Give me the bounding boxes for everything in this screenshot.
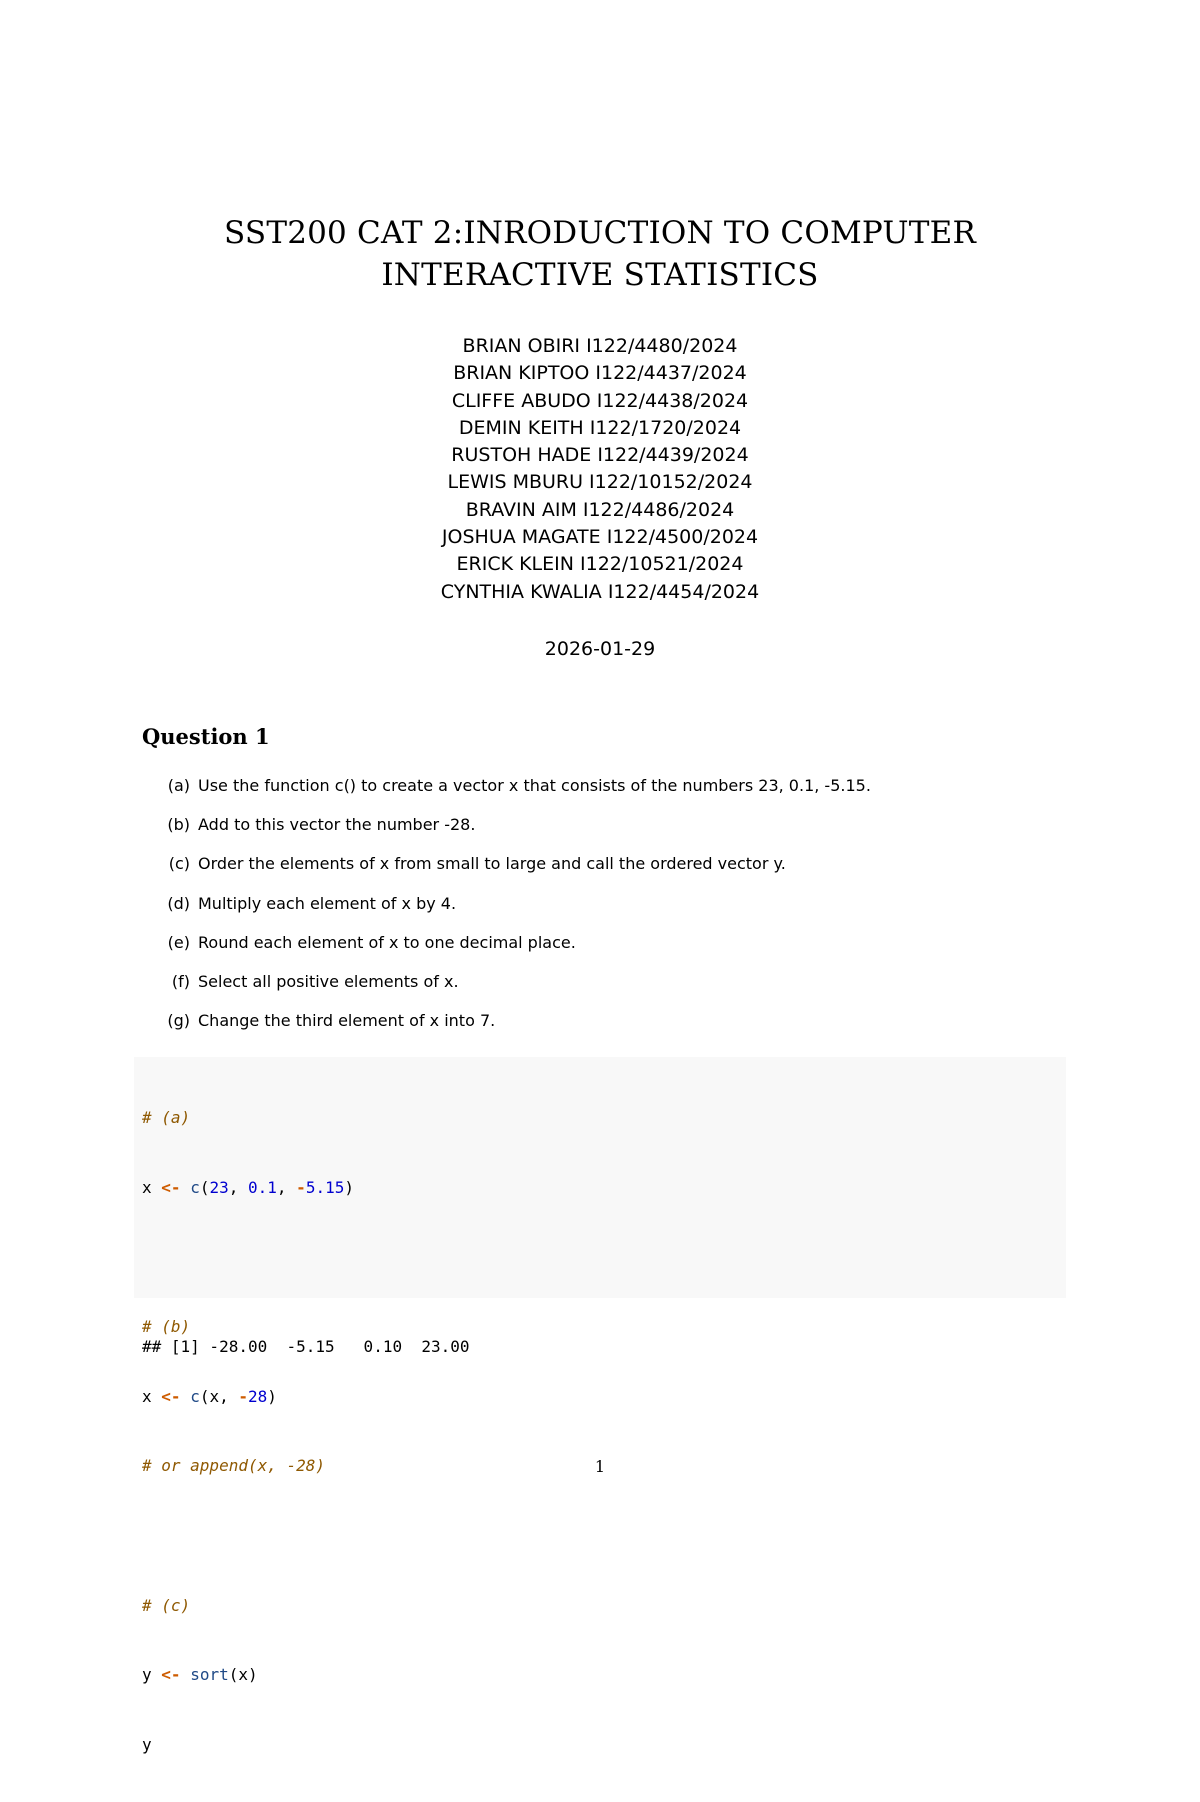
author-line: RUSTOH HADE I122/4439/2024	[451, 444, 749, 467]
code-comment: # (a)	[142, 1108, 191, 1128]
author-list	[0, 333, 1200, 606]
code-function: sort	[190, 1665, 229, 1685]
question-text: Round each element of x to one decimal place.	[198, 932, 576, 952]
question-text: Change the third element of x into 7.	[198, 1011, 496, 1031]
code-blank-line	[142, 1524, 354, 1547]
code-number: 28	[248, 1386, 268, 1406]
code-token: x	[142, 1386, 152, 1406]
question-text: Use the function c() to create a vector x that consists of the numbers 23, 0.1, -5.15.	[198, 776, 871, 795]
code-block	[142, 1060, 354, 1802]
code-token: y	[142, 1734, 152, 1754]
code-line	[142, 1733, 354, 1756]
author-line: JOSHUA MAGATE I122/4500/2024	[441, 526, 759, 549]
question-text: Multiply each element of x by 4.	[198, 893, 457, 913]
question-heading: Question 1	[142, 724, 270, 749]
code-token: x	[238, 1665, 248, 1685]
question-list	[150, 773, 1100, 1047]
question-label: (f)	[171, 971, 190, 991]
code-number: 0.1	[248, 1178, 277, 1197]
document-date: 2026-01-29	[544, 638, 656, 660]
title-line-1: SST200 CAT 2:INRODUCTION TO COMPUTER	[224, 215, 976, 251]
code-token: y	[142, 1665, 152, 1685]
question-label: (b)	[167, 815, 190, 835]
code-function: c	[190, 1178, 200, 1197]
question-text: Select all positive elements of x.	[198, 971, 459, 991]
code-token: x	[142, 1178, 152, 1197]
question-text: Order the elements of x from small to large and call the ordered vector y.	[198, 854, 786, 874]
code-operator: -	[296, 1178, 306, 1197]
code-line	[142, 1594, 354, 1617]
question-item	[150, 969, 1100, 1008]
code-output: ## [1] -28.00 -5.15 0.10 23.00	[142, 1337, 470, 1356]
question-label: (e)	[167, 932, 190, 952]
code-line	[142, 1106, 354, 1129]
question-text: Add to this vector the number -28.	[198, 815, 476, 835]
code-operator: <-	[161, 1386, 181, 1406]
code-number: 5.15	[305, 1178, 345, 1197]
code-function: c	[190, 1386, 200, 1406]
code-number: 23	[209, 1178, 229, 1197]
question-item	[150, 1008, 1100, 1047]
author-line: LEWIS MBURU I122/10152/2024	[447, 471, 753, 494]
code-comment: # (c)	[142, 1595, 191, 1615]
author-line: CLIFFE ABUDO I122/4438/2024	[451, 389, 749, 412]
document-title	[0, 212, 1200, 296]
author-line: BRAVIN AIM I122/4486/2024	[465, 498, 735, 521]
code-operator: <-	[161, 1665, 181, 1685]
code-operator: <-	[161, 1178, 181, 1197]
code-comment: # (b)	[142, 1317, 191, 1337]
page-number: 1	[594, 1457, 606, 1476]
author-line: DEMIN KEITH I122/1720/2024	[458, 416, 742, 439]
question-item	[150, 773, 1100, 812]
question-item	[150, 930, 1100, 969]
question-item	[150, 812, 1100, 851]
author-line: BRIAN KIPTOO I122/4437/2024	[453, 362, 747, 385]
question-label: (g)	[167, 1011, 190, 1031]
title-line-2: INTERACTIVE STATISTICS	[381, 257, 819, 293]
author-line: ERICK KLEIN I122/10521/2024	[456, 553, 744, 576]
code-comment: # or append(x, -28)	[142, 1456, 326, 1476]
code-token: x	[209, 1386, 220, 1406]
question-label: (a)	[167, 776, 190, 795]
question-item	[150, 851, 1100, 890]
author-line: CYNTHIA KWALIA I122/4454/2024	[440, 580, 760, 603]
code-line: y <- sort(x)	[142, 1665, 258, 1685]
question-item	[150, 891, 1100, 930]
question-label: (c)	[168, 854, 190, 874]
code-line: x <- c(23, 0.1, -5.15)	[142, 1178, 354, 1197]
code-line: x <- c(x, -28)	[142, 1386, 277, 1406]
question-label: (d)	[167, 893, 190, 913]
code-blank-line	[142, 1246, 354, 1269]
author-line: BRIAN OBIRI I122/4480/2024	[462, 335, 738, 357]
code-operator: -	[238, 1386, 249, 1406]
